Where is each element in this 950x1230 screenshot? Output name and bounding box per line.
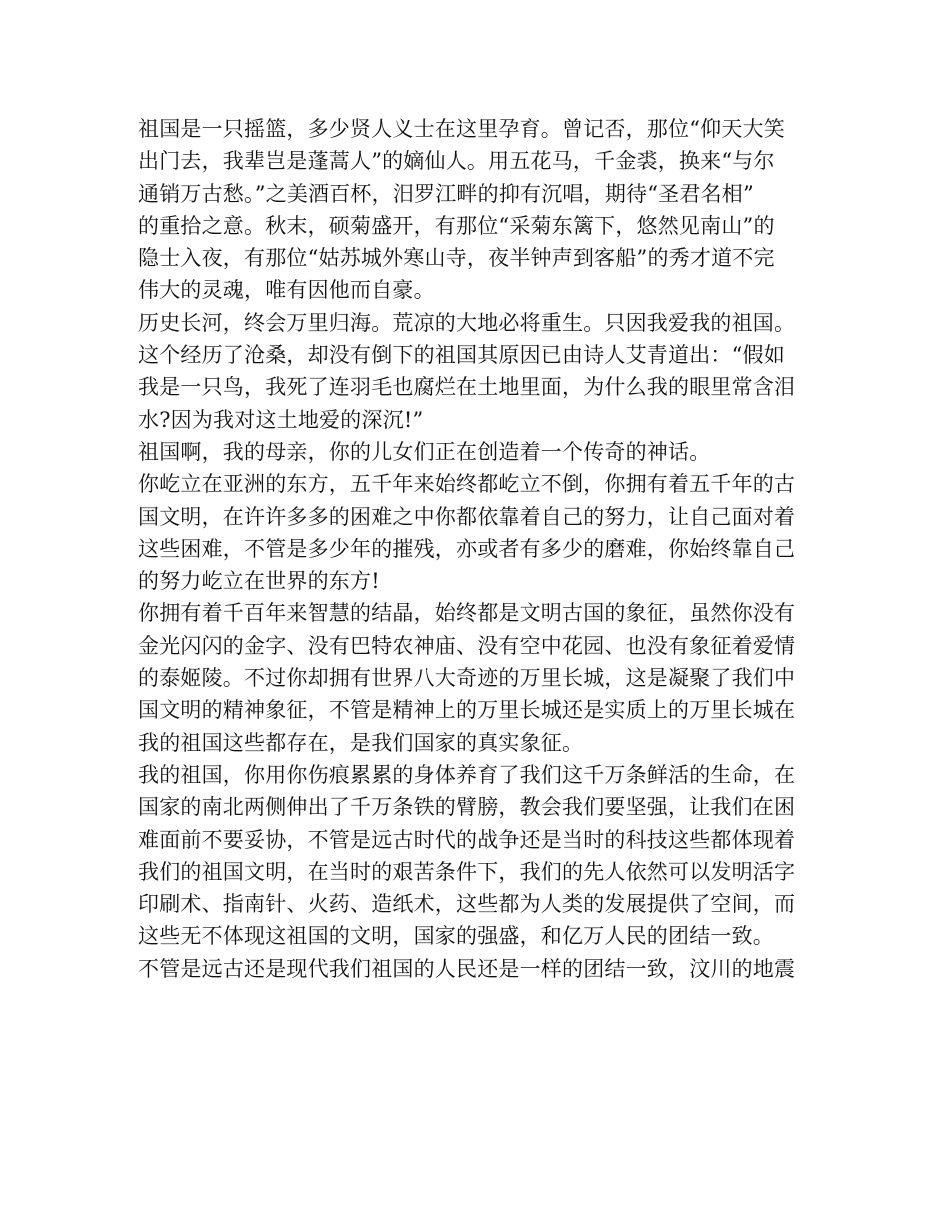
text-line: 我的祖国，你用你伤痕累累的身体养育了我们这千万条鲜活的生命，在 [138,762,796,787]
text-line: 我的祖国这些都存在，是我们国家的真实象征。 [138,730,584,755]
text-line: 国文明的精神象征，不管是精神上的万里长城还是实质上的万里长城在 [138,698,796,723]
text-line: 你屹立在亚洲的东方，五千年来始终都屹立不倒，你拥有着五千年的古 [138,472,796,497]
text-line: 的重拾之意。秋末，硕菊盛开，有那位“采菊东篱下，悠然见南山”的 [138,213,775,238]
text-line: 隐士入夜，有那位“姑苏城外寒山寺，夜半钟声到客船”的秀才道不完 [138,246,775,271]
text-line: 这些困难，不管是多少年的摧残，亦或者有多少的磨难，你始终靠自己 [138,536,796,561]
text-line: 的泰姬陵。不过你却拥有世界八大奇迹的万里长城，这是凝聚了我们中 [138,666,796,691]
text-line: 这个经历了沧桑，却没有倒下的祖国其原因已由诗人艾青道出：“假如 [138,343,785,368]
text-line: 出门去，我辈岂是蓬蒿人”的嫡仙人。用五花马，千金裘，换来“与尔 [138,149,775,174]
text-line: 的努力屹立在世界的东方! [138,569,380,594]
text-line: 祖国是一只摇篮，多少贤人义士在这里孕育。曾记否，那位“仰天大笑 [138,117,785,141]
text-line: 印刷术、指南针、火药、造纸术，这些都为人类的发展提供了空间，而 [138,892,796,917]
text-line: 这些无不体现这祖国的文明，国家的强盛，和亿万人民的团结一致。 [138,924,774,949]
text-line: 水?因为我对这土地爱的深沉!” [138,407,424,432]
text-line: 金光闪闪的金字、没有巴特农神庙、没有空中花园、也没有象征着爱情 [138,633,796,658]
text-line: 难面前不要妥协，不管是远古时代的战争还是当时的科技这些都体现着 [138,827,796,852]
text-line: 国文明，在许许多多的困难之中你都依靠着自己的努力，让自己面对着 [138,504,796,529]
document-body [138,113,818,985]
text-line: 伟大的灵魂，唯有因他而自豪。 [138,278,435,303]
text-line: 通销万古愁。”之美酒百杯，汨罗江畔的抑有沉唱，期待“圣君名相” [138,181,754,206]
text-line: 祖国啊，我的母亲，你的儿女们正在创造着一个传奇的神话。 [138,439,711,464]
text-line: 我是一只鸟，我死了连羽毛也腐烂在土地里面，为什么我的眼里常含泪 [138,375,796,400]
text-line: 你拥有着千百年来智慧的结晶，始终都是文明古国的象征，虽然你没有 [138,601,796,626]
text-line: 国家的南北两侧伸出了千万条铁的臂膀，教会我们要坚强，让我们在困 [138,795,796,820]
text-line: 不管是远古还是现代我们祖国的人民还是一样的团结一致，汶川的地震 [138,956,796,981]
text-line: 历史长河，终会万里归海。荒凉的大地必将重生。只因我爱我的祖国。 [138,310,796,335]
text-line: 我们的祖国文明，在当时的艰苦条件下，我们的先人依然可以发明活字 [138,859,796,884]
